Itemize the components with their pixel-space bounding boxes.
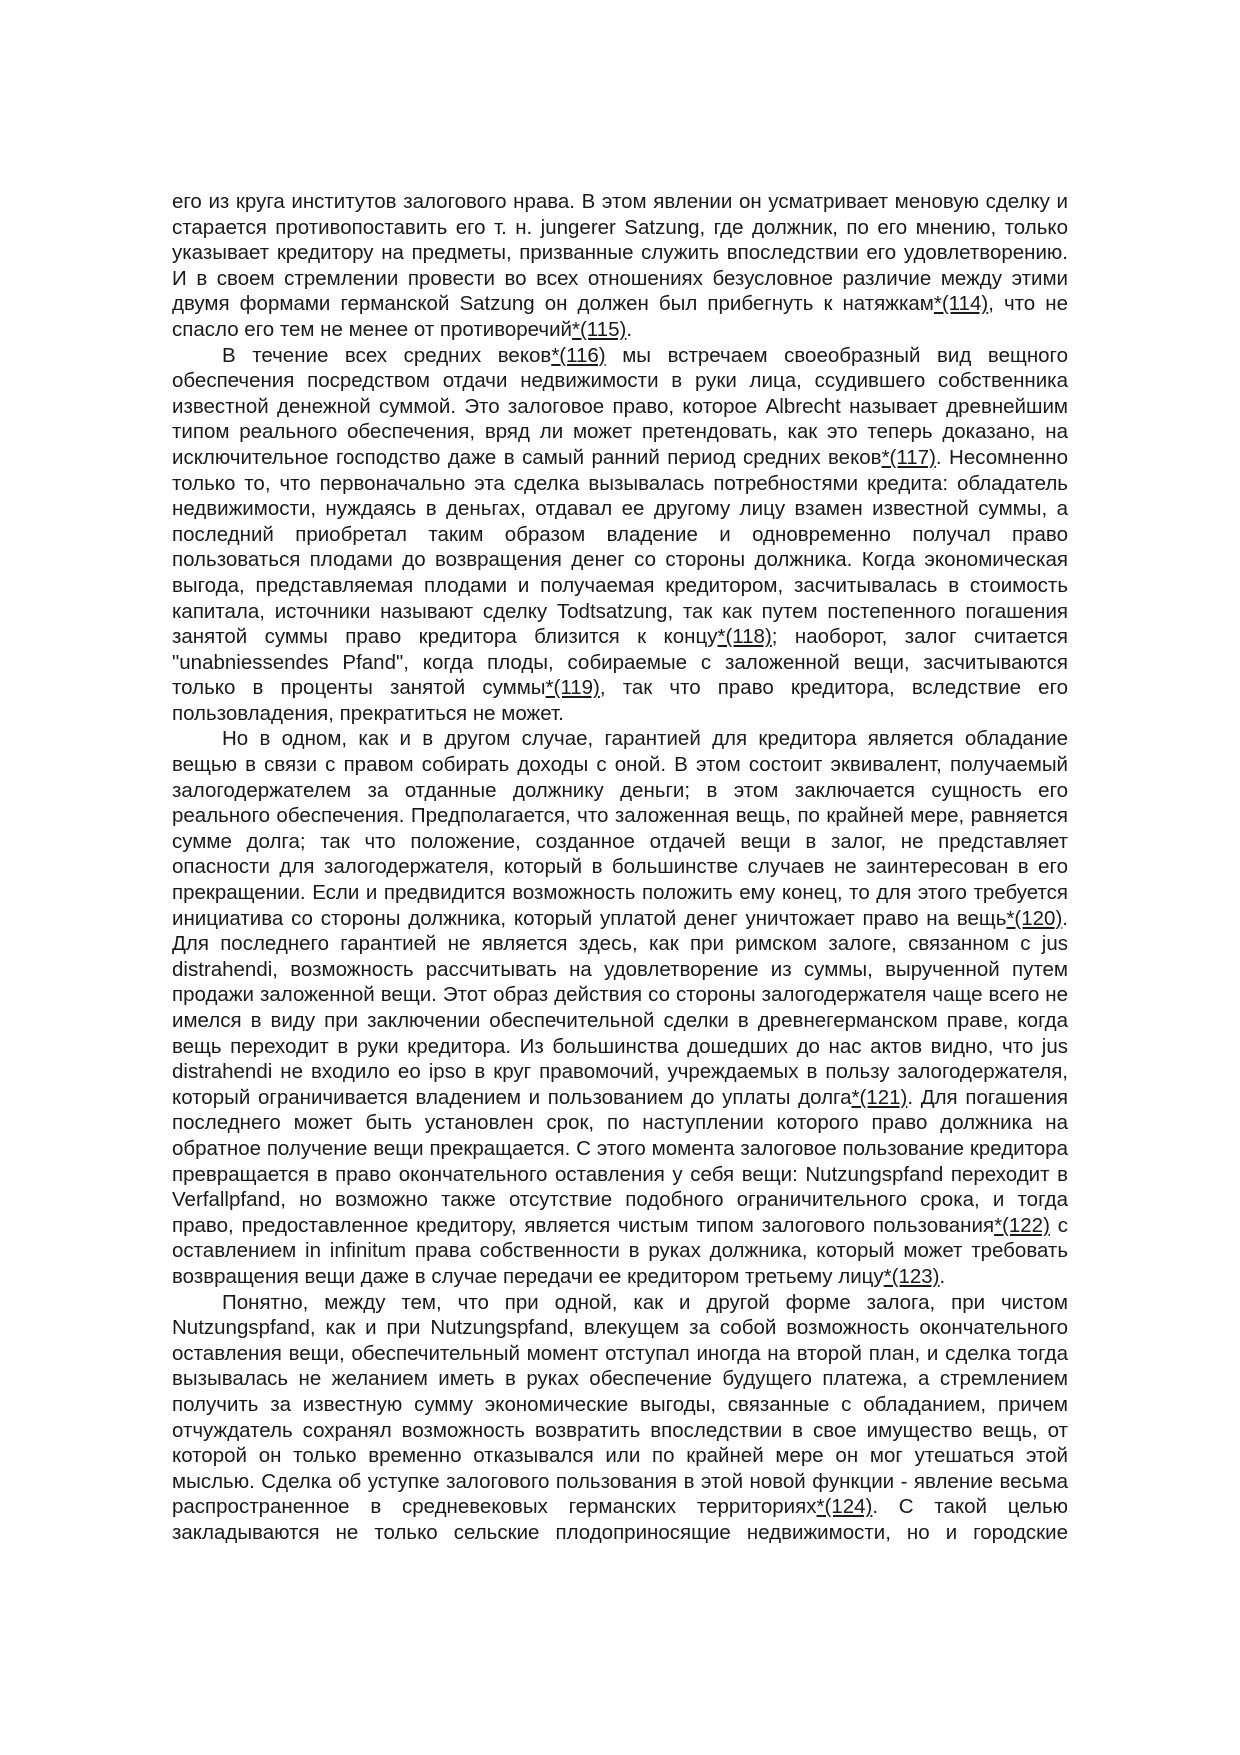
- footnote-link[interactable]: *(124): [816, 1495, 873, 1519]
- body-paragraph: [172, 189, 1068, 343]
- paragraph-text: мы встречаем своеобразный вид вещного обеспечения посредством отдачи недвижимости в руки лица, ссудившего собственника известной денежной суммой. Это залоговое право, которое Albrecht называет древнейшим типом реального обеспечения, вряд ли может претендовать, как это теперь доказано, на исключительное господство даже в самый ранний период средних веков: [172, 343, 1068, 469]
- footnote-link[interactable]: *(115): [572, 317, 627, 341]
- body-paragraph: [172, 343, 1068, 727]
- footnote-link[interactable]: *(122): [994, 1213, 1050, 1237]
- paragraph-text: Понятно, между тем, что при одной, как и другой форме залога, при чистом Nutzungspfand, как и при Nutzungspfand, влекущем за собой возможность окончательного оставления вещи, обеспечительный момент отступал иногда на второй план, и сделка тогда вызывалась не желанием иметь в руках обеспечение будущего платежа, а стремлением получить за известную сумму экономические выгоды, связанные с обладанием, причем отчуждатель сохранял возможность возвратить впоследствии в свое имущество вещь, от которой он только временно отказывался или по крайней мере он мог утешаться этой мыслью. Сделка об уступке залогового пользования в этой новой функции - явление весьма распространенное в средневековых германских территориях: [172, 1290, 1068, 1519]
- footnote-link[interactable]: *(118): [717, 625, 772, 649]
- paragraph-text: ; наоборот, залог считается "unabniessendes Pfand", когда плоды, собираемые с заложенной вещи, засчитываются только в проценты занятой суммы: [172, 625, 1068, 700]
- paragraph-text: .: [626, 317, 633, 341]
- paragraph-text: В течение всех средних веков: [222, 343, 552, 367]
- footnote-link[interactable]: *(123): [883, 1264, 940, 1288]
- body-paragraph: [172, 1290, 1068, 1546]
- footnote-link[interactable]: *(121): [851, 1085, 908, 1109]
- paragraph-text: . Для последнего гарантией не является здесь, как при римском залоге, связанном с jus distrahendi, возможность рассчитывать на удовлетворение из суммы, вырученной путем продажи заложенной вещи. Этот образ действия со стороны залогодержателя чаще всего не имелся в виду при заключении обеспечительной сделки в древнегерманском праве, когда вещь переходит в руки кредитора. Из большинства дошедших до нас актов видно, что jus distrahendi не входило ео ipso в круг правомочий, учреждаемых в пользу залогодержателя, который ограничивается владением и пользованием до уплаты долга: [172, 906, 1068, 1109]
- footnote-link[interactable]: *(117): [881, 445, 936, 469]
- document-page: [172, 189, 1068, 1545]
- paragraph-text: Но в одном, как и в другом случае, гарантией для кредитора является обладание вещью в связи с правом собирать доходы с оной. В этом состоит эквивалент, получаемый залогодержателем за отданные должнику деньги; в этом заключается сущность его реального обеспечения. Предполагается, что заложенная вещь, по крайней мере, равняется сумме долга; так что положение, созданное отдачей вещи в залог, не представляет опасности для залогодержателя, который в большинстве случаев не заинтересован в его прекращении. Если и предвидится возможность положить ему конец, то для этого требуется инициатива со стороны должника, который уплатой денег уничтожает право на вещь: [172, 727, 1068, 930]
- paragraph-text: с оставлением in infinitum права собственности в руках должника, который может требовать возвращения вещи даже в случае передачи ее кредитором третьему лицу: [172, 1213, 1068, 1288]
- paragraph-text: . Для погашения последнего может быть установлен срок, по наступлении которого право должника на обратное получение вещи прекращается. С этого момента залоговое пользование кредитора превращается в право окончательного оставления у себя вещи: Nutzungspfand переходит в Verfallpfand, но возможно также отсутствие подобного ограничительного срока, и тогда право, предоставленное кредитору, является чистым типом залогового пользования: [172, 1085, 1068, 1237]
- paragraph-text: , что не спасло его тем не менее от противоречий: [172, 292, 1068, 341]
- paragraph-text: . Несомненно только то, что первоначально эта сделка вызывалась потребностями кредита: обладатель недвижимости, нуждаясь в деньгах, отдавал ее другому лицу взамен известной суммы, а последний приобретал таким образом владение и одновременно получал право пользоваться плодами до возвращения денег со стороны должника. Когда экономическая выгода, представляемая плодами и получаемая кредитором, засчитывалась в стоимость капитала, источники называют сделку Todtsatzung, так как путем постепенного погашения занятой суммы право кредитора близится к концу: [172, 445, 1068, 649]
- paragraph-text: его из круга институтов залогового нрава. В этом явлении он усматривает меновую сделку и старается противопоставить его т. н. jungerer Satzung, где должник, по его мнению, только указывает кредитору на предметы, призванные служить впоследствии его удовлетворению. И в своем стремлении провести во всех отношениях безусловное различие между этими двумя формами германской Satzung он должен был прибегнуть к натяжкам: [172, 190, 1068, 316]
- paragraph-text: . С такой целью закладываются не только сельские плодоприносящие недвижимости, но и городские: [172, 1495, 1069, 1544]
- body-paragraph: [172, 726, 1068, 1289]
- footnote-link[interactable]: *(120): [1006, 906, 1063, 930]
- footnote-link[interactable]: *(114): [933, 292, 989, 316]
- footnote-link[interactable]: *(116): [551, 343, 606, 367]
- paragraph-text: , так что право кредитора, вследствие его пользовладения, прекратиться не может.: [172, 676, 1069, 725]
- paragraph-text: .: [939, 1264, 946, 1288]
- footnote-link[interactable]: *(119): [545, 676, 600, 700]
